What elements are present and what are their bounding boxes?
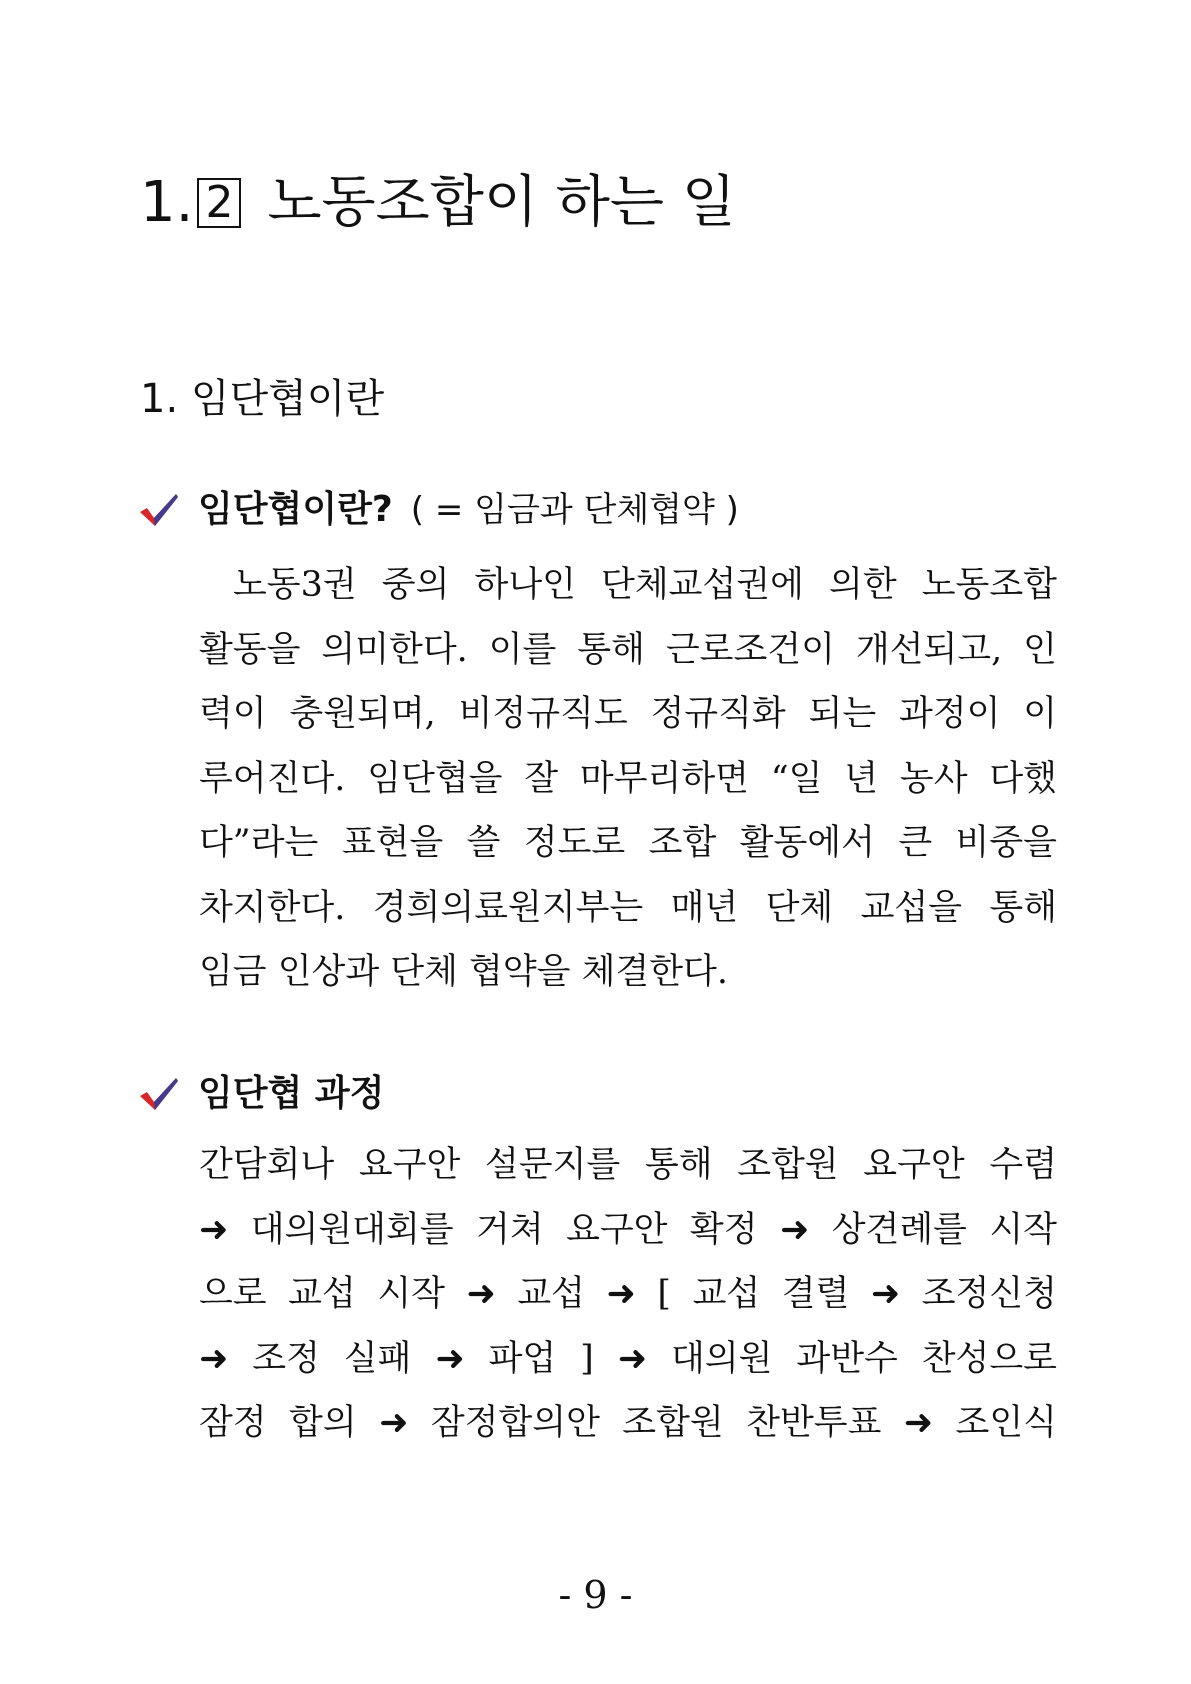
body-line: 으로 교섭 시작 ➜ 교섭 ➜ [ 교섭 결렬 ➜ 조정신청 [199, 1274, 1057, 1314]
subsection-label: 임단협이란? [198, 489, 393, 530]
body-line: 임금 인상과 단체 협약을 체결한다. [199, 952, 728, 992]
body-line: ➜ 조정 실패 ➜ 파업 ] ➜ 대의원 과반수 찬성으로 [199, 1338, 1057, 1379]
body-line: 활동을 의미한다. 이를 통해 근로조건이 개선되고, 인 [199, 629, 1057, 670]
body-line: 력이 충원되며, 비정규직도 정규직화 되는 과정이 이 [199, 694, 1057, 734]
body-line: 잠정 합의 ➜ 잠정합의안 조합원 찬반투표 ➜ 조인식 [199, 1403, 1057, 1443]
page-number: - 9 - [558, 1573, 633, 1617]
subsection-body-1 [199, 553, 1057, 1005]
body-line: 차지한다. 경희의료원지부는 매년 단체 교섭을 통해 [199, 887, 1057, 928]
check-mark-icon [138, 1076, 180, 1112]
body-line: 간담회나 요구안 설문지를 통해 조합원 요구안 수렴 [199, 1145, 1057, 1185]
chapter-title [140, 168, 736, 238]
subsection-note: ( = 임금과 단체협약 ) [410, 490, 739, 530]
chapter-boxed-number: 2 [197, 178, 241, 228]
check-mark-icon [138, 492, 180, 528]
chapter-title-text: 노동조합이 하는 일 [267, 170, 736, 235]
body-line: 노동3권 중의 하나인 단체교섭권에 의한 노동조합 [233, 565, 1057, 605]
section-title: 1. 임단협이란 [140, 376, 385, 422]
subsection-heading-2 [138, 1070, 384, 1118]
body-line: 루어진다. 임단협을 잘 마무리하면 “일 년 농사 다했 [199, 758, 1057, 799]
subsection-label: 임단협 과정 [198, 1073, 385, 1114]
body-line: 다”라는 표현을 쓸 정도로 조합 활동에서 큰 비중을 [199, 823, 1057, 863]
chapter-number: 1. [140, 170, 194, 235]
subsection-body-2 [199, 1133, 1057, 1456]
body-line: ➜ 대의원대회를 거쳐 요구안 확정 ➜ 상견례를 시작 [199, 1209, 1057, 1250]
subsection-heading-1 [138, 486, 739, 534]
